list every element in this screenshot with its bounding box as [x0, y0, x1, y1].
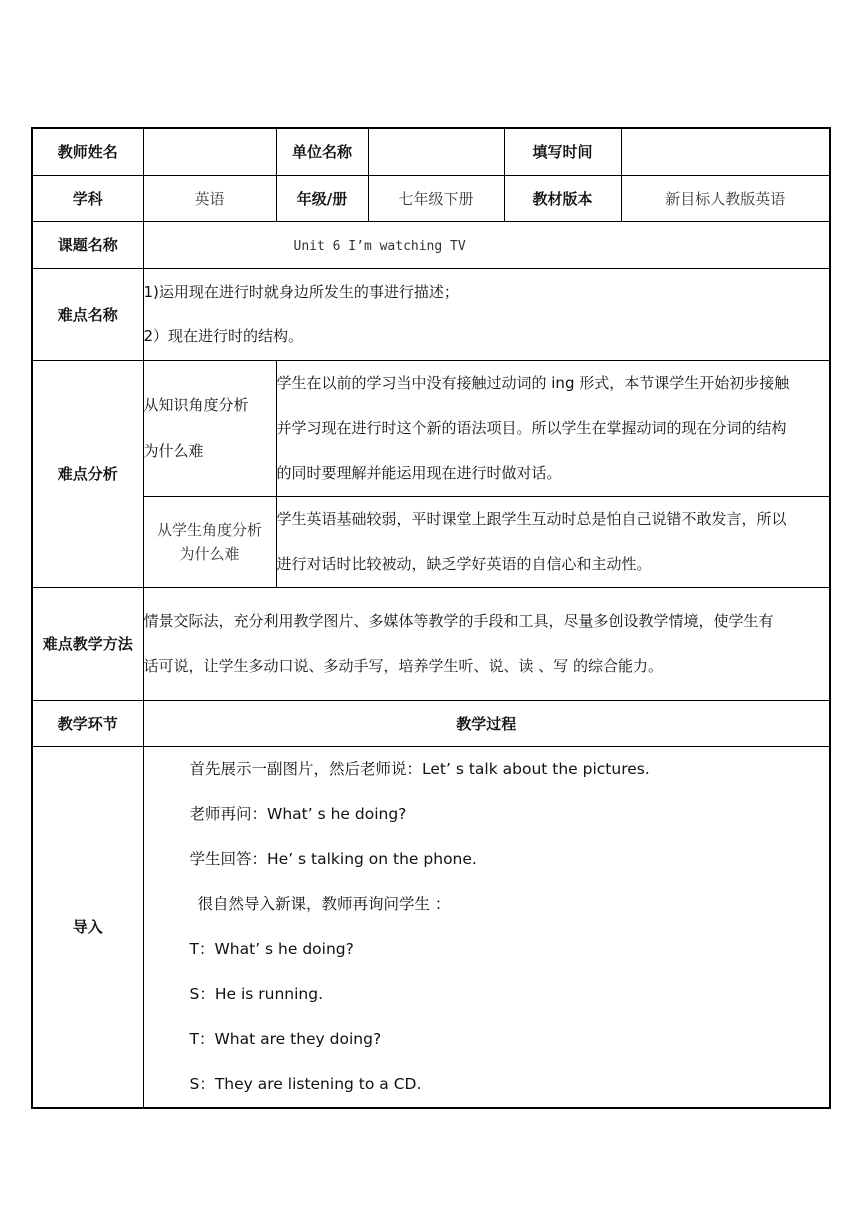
difficulty-content [143, 268, 830, 360]
knowledge-line: 并学习现在进行时这个新的语法项目。所以学生在掌握动词的现在分词的结构 [276, 418, 787, 437]
student-angle-line: 从学生角度分析 [156, 520, 262, 539]
student-angle-label [143, 496, 276, 587]
topic-cell [143, 221, 830, 268]
knowledge-angle-line: 为什么难 [143, 442, 204, 460]
method-line: 情景交际法，充分利用教学图片、多媒体等教学的手段和工具，尽量多创设教学情境，使学生有 [143, 611, 774, 630]
knowledge-angle-line: 从知识角度分析 [143, 396, 249, 414]
student-line: 学生英语基础较弱，平时课堂上跟学生互动时总是怕自己说错不敢发言，所以 [276, 509, 787, 528]
unit-name-label: 单位名称 [276, 128, 368, 175]
student-analysis-content [276, 496, 830, 587]
method-content [143, 587, 830, 700]
topic-value: Unit 6 I’m watching TV [293, 238, 466, 254]
process-label: 教学过程 [143, 700, 830, 746]
unit-name-field [368, 128, 504, 175]
subject-label: 学科 [32, 175, 143, 221]
stage-label: 教学环节 [32, 700, 143, 746]
grade-value: 七年级下册 [368, 175, 504, 221]
intro-line: S：They are listening to a CD. [189, 1074, 422, 1093]
analysis-label: 难点分析 [32, 360, 143, 587]
teacher-name-field [143, 128, 276, 175]
process-header-row [32, 700, 830, 746]
subject-row [32, 175, 830, 221]
teacher-info-row [32, 128, 830, 175]
teacher-name-label: 教师姓名 [32, 128, 143, 175]
method-label: 难点教学方法 [32, 587, 143, 700]
student-analysis-row [32, 496, 830, 587]
knowledge-line: 学生在以前的学习当中没有接触过动词的 ing 形式，本节课学生开始初步接触 [276, 373, 790, 392]
fill-time-field [621, 128, 830, 175]
difficulty-label: 难点名称 [32, 268, 143, 360]
intro-line: 首先展示一副图片，然后老师说：Let’ s talk about the pictures. [189, 759, 650, 778]
intro-line: 学生回答：He’ s talking on the phone. [189, 849, 477, 868]
topic-label: 课题名称 [32, 221, 143, 268]
topic-row [32, 221, 830, 268]
lesson-plan-table [31, 127, 831, 1109]
method-row [32, 587, 830, 700]
subject-value: 英语 [143, 175, 276, 221]
intro-line: 老师再问：What’ s he doing? [189, 804, 407, 823]
intro-content [143, 746, 830, 1108]
difficulty-line: 1)运用现在进行时就身边所发生的事进行描述； [143, 283, 459, 301]
difficulty-line: 2）现在进行时的结构。 [143, 327, 304, 345]
knowledge-angle-label [143, 360, 276, 496]
intro-line: S：He is running. [189, 984, 324, 1003]
knowledge-line: 的同时要理解并能运用现在进行时做对话。 [276, 463, 562, 482]
grade-label: 年级/册 [276, 175, 368, 221]
intro-line: T：What are they doing? [189, 1029, 382, 1048]
edition-value: 新目标人教版英语 [621, 175, 830, 221]
knowledge-analysis-content [276, 360, 830, 496]
student-angle-line: 为什么难 [179, 544, 240, 563]
intro-row [32, 746, 830, 1108]
difficulty-row [32, 268, 830, 360]
edition-label: 教材版本 [504, 175, 621, 221]
intro-line: 很自然导入新课，教师再询问学生 ： [197, 894, 451, 913]
intro-line: T：What’ s he doing? [189, 939, 354, 958]
intro-label: 导入 [32, 746, 143, 1108]
knowledge-analysis-row [32, 360, 830, 496]
method-line: 话可说，让学生多动口说、多动手写，培养学生听、说、读 、写 的综合能力。 [143, 656, 664, 675]
student-line: 进行对话时比较被动，缺乏学好英语的自信心和主动性。 [276, 554, 652, 573]
fill-time-label: 填写时间 [504, 128, 621, 175]
